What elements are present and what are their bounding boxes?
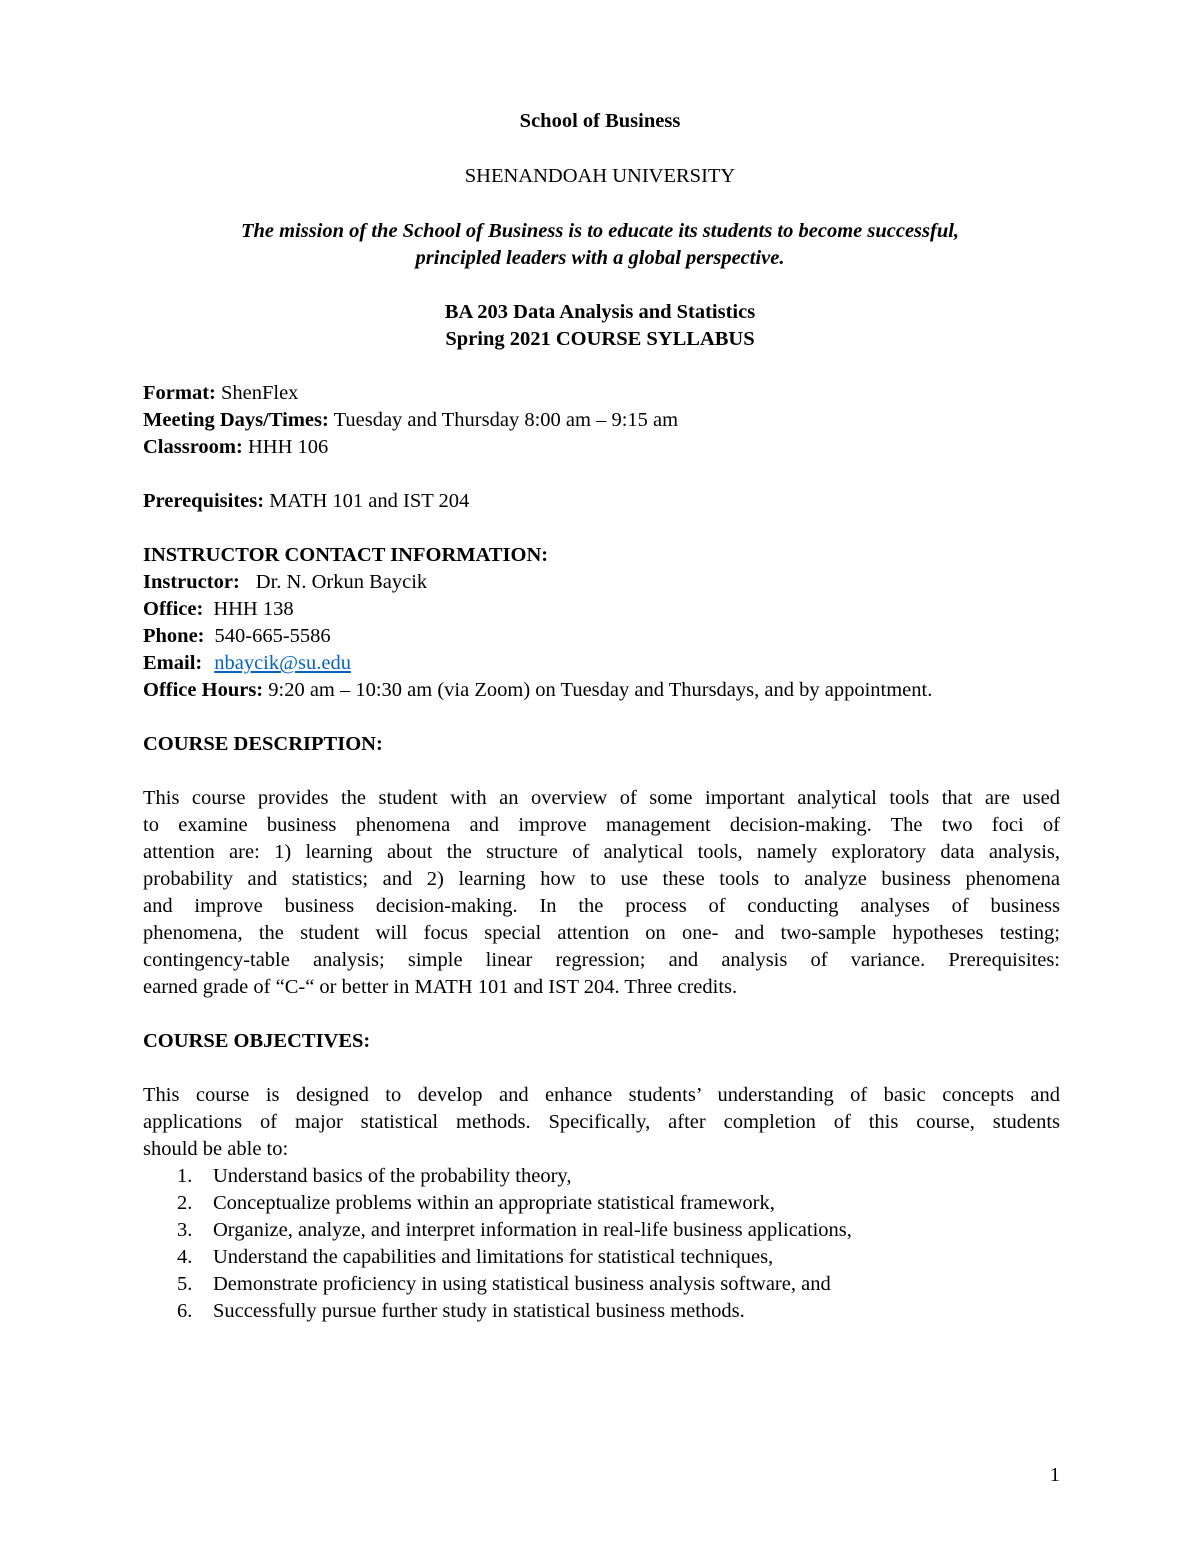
list-item-text: Successfully pursue further study in statistical business methods. [213, 1300, 745, 1322]
classroom-label: Classroom: [143, 436, 243, 458]
classroom-value: HHH 106 [242, 436, 329, 458]
course-title: BA 203 Data Analysis and Statistics [444, 301, 756, 323]
email-link[interactable]: nbaycik@su.edu [214, 652, 351, 674]
objectives-intro-line: applications of major statistical methods. Specifically, after completion of this course, students [143, 1111, 1060, 1133]
office-hours-row [143, 677, 932, 704]
format-row [143, 380, 298, 407]
instructor-value: Dr. N. Orkun Baycik [255, 571, 428, 593]
email-row [143, 650, 351, 677]
list-item-text: Understand basics of the probability theory, [213, 1165, 572, 1187]
list-item-number: 2. [177, 1192, 193, 1214]
list-item-number: 4. [177, 1246, 193, 1268]
description-line: and improve business decision-making. In the process of conducting analyses of business [143, 895, 1060, 917]
list-item-number: 3. [177, 1219, 193, 1241]
description-line: earned grade of “C-“ or better in MATH 101 and IST 204. Three credits. [143, 976, 738, 998]
list-item-text: Organize, analyze, and interpret information in real-life business applications, [213, 1219, 852, 1241]
format-label: Format: [143, 382, 216, 404]
meeting-value: Tuesday and Thursday 8:00 am – 9:15 am [328, 409, 679, 431]
instructor-row [143, 569, 427, 596]
office-hours-value: 9:20 am – 10:30 am (via Zoom) on Tuesday and Thursdays, and by appointment. [263, 679, 933, 701]
office-label: Office: [143, 598, 204, 620]
description-line: probability and statistics; and 2) learning how to use these tools to analyze business phenomena [143, 868, 1060, 890]
description-heading: COURSE DESCRIPTION: [143, 733, 383, 755]
objectives-intro-line: This course is designed to develop and enhance students’ understanding of basic concepts and [143, 1084, 1060, 1106]
description-line: contingency-table analysis; simple linear regression; and analysis of variance. Prerequisites: [143, 949, 1060, 971]
phone-row [143, 623, 331, 650]
objectives-intro-line: should be able to: [143, 1138, 289, 1160]
instructor-label: Instructor: [143, 571, 240, 593]
meeting-row [143, 407, 678, 434]
prerequisites-value: MATH 101 and IST 204 [264, 490, 470, 512]
phone-value: 540-665-5586 [214, 625, 331, 647]
mission-line-2: principled leaders with a global perspective. [415, 247, 785, 269]
phone-label: Phone: [143, 625, 205, 647]
list-item-text: Conceptualize problems within an appropriate statistical framework, [213, 1192, 775, 1214]
office-hours-label: Office Hours: [143, 679, 264, 701]
format-value: ShenFlex [215, 382, 299, 404]
office-row [143, 596, 294, 623]
list-item-number: 6. [177, 1300, 193, 1322]
syllabus-title: Spring 2021 COURSE SYLLABUS [445, 328, 755, 350]
list-item-text: Demonstrate proficiency in using statistical business analysis software, and [213, 1273, 831, 1295]
email-label: Email: [143, 652, 203, 674]
prerequisites-row [143, 488, 469, 515]
instructor-heading: INSTRUCTOR CONTACT INFORMATION: [143, 544, 549, 566]
description-line: to examine business phenomena and improve management decision-making. The two foci of [143, 814, 1060, 836]
description-line: This course provides the student with an overview of some important analytical tools that are used [143, 787, 1060, 809]
description-line: phenomena, the student will focus special attention on one- and two-sample hypotheses testing; [143, 922, 1060, 944]
list-item-number: 5. [177, 1273, 193, 1295]
description-line: attention are: 1) learning about the structure of analytical tools, namely exploratory data analysis, [143, 841, 1060, 863]
mission-line-1: The mission of the School of Business is to educate its students to become successful, [240, 220, 960, 242]
classroom-row [143, 434, 328, 461]
prerequisites-label: Prerequisites: [143, 490, 265, 512]
school-name: School of Business [519, 110, 681, 132]
university-name: SHENANDOAH UNIVERSITY [464, 165, 736, 187]
list-item-text: Understand the capabilities and limitations for statistical techniques, [213, 1246, 774, 1268]
office-value: HHH 138 [213, 598, 294, 620]
page-number: 1 [1049, 1464, 1060, 1486]
objectives-heading: COURSE OBJECTIVES: [143, 1030, 371, 1052]
list-item-number: 1. [177, 1165, 193, 1187]
meeting-label: Meeting Days/Times: [143, 409, 329, 431]
